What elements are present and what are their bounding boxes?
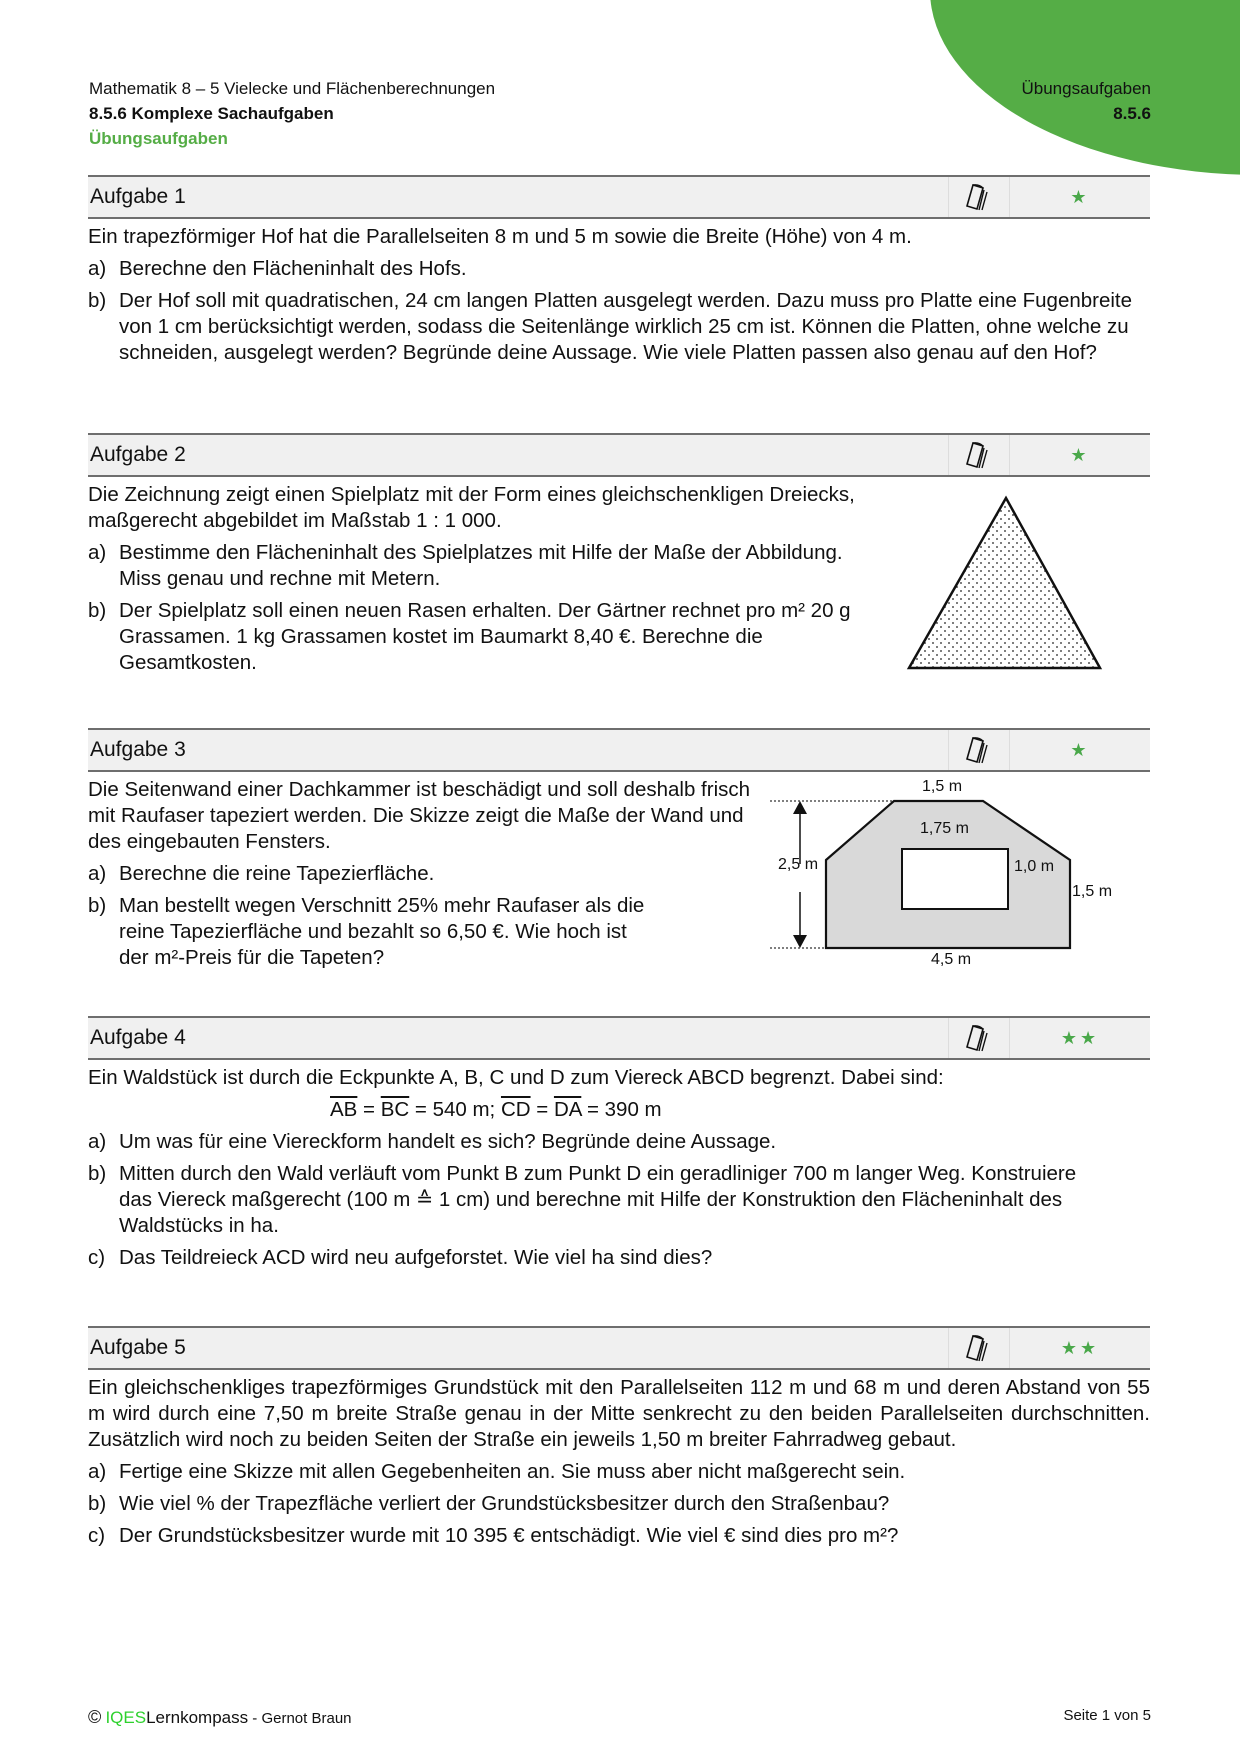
book-icon <box>948 1328 1010 1368</box>
label-bottom: 4,5 m <box>931 951 972 968</box>
header-right-code: 8.5.6 <box>1113 104 1151 123</box>
difficulty-stars: ★ <box>1070 739 1090 760</box>
label-side: 1,5 m <box>1072 883 1113 900</box>
subtask-b: b) Wie viel % der Trapezfläche verliert der Grundstücksbesitzer durch den Straßenbau? <box>88 1492 890 1515</box>
subtask-b: b) Der Spielplatz soll einen neuen Rasen erhalten. Der Gärtner rechnet pro m² 20 g Grassamen. 1 kg Grassamen kostet im Baumarkt 8,40 €. Berechne die Gesamtkosten. <box>88 599 851 674</box>
label-top: 1,5 m <box>922 778 963 795</box>
author: - Gernot Braun <box>248 1710 352 1727</box>
task-header <box>88 175 1150 219</box>
book-icon <box>948 177 1010 217</box>
subtask-a: a) Berechne den Flächeninhalt des Hofs. <box>88 257 467 280</box>
task-intro: Ein gleichschenkliges trapezförmiges Grundstück mit den Parallelseiten 112 m und 68 m und deren Abstand von 55 m wird durch eine 7,50 m breite Straße genau in der Mitte senkrecht zu den beiden Parallelseiten durchschnitten. Zusätzlich wird noch zu beiden Seiten der Straße ein jeweils 1,50 m breiter Fahrradweg gebaut. <box>88 1376 1150 1451</box>
brand-lernkompass: Lernkompass <box>146 1708 249 1727</box>
task-header <box>88 1016 1150 1060</box>
formula: $\overline{AB} = \overline{BC} = 540$ m; $\overline{CD} = \overline{DA} = 390$ m <box>330 1098 662 1121</box>
footer-credit <box>88 1707 352 1728</box>
subtask-b: b) Der Hof soll mit quadratischen, 24 cm langen Platten ausgelegt werden. Dazu muss pro Platte eine Fugenbreite von 1 cm berücksichtigt werden, sodass die Seitenlänge wirklich 25 cm ist. Können die Platten, ohne welche zu schneiden, ausgelegt werden? Begründe deine Aussage. Wie viele Platten passen also genau auf den Hof? <box>88 289 1133 364</box>
subtask-a: a) Berechne die reine Tapezierfläche. <box>88 862 435 885</box>
book-icon <box>948 435 1010 475</box>
subtask-c: c) Das Teildreieck ACD wird neu aufgeforstet. Wie viel ha sind dies? <box>88 1246 713 1269</box>
header-right <box>1021 76 1151 126</box>
task-title: Aufgabe 1 <box>90 185 186 208</box>
label-window-width: 1,75 m <box>920 820 969 837</box>
subtask-b: b) Mitten durch den Wald verläuft vom Punkt B zum Punkt D ein geradliniger 700 m langer Weg. Konstruiere das Viereck maßgerecht (100 m ≙ 1 cm) und berechne mit Hilfe der Konstruktion den Flächeninhalt des Waldstücks in ha. <box>88 1162 1077 1237</box>
difficulty-stars: ★★ <box>1060 1337 1100 1358</box>
task-title: Aufgabe 3 <box>90 738 186 761</box>
task-title: Aufgabe 4 <box>90 1026 186 1049</box>
book-icon <box>948 1018 1010 1058</box>
page-number: Seite 1 von 5 <box>1063 1707 1151 1724</box>
subtask-a: a) Fertige eine Skizze mit allen Gegebenheiten an. Sie muss aber nicht maßgerecht sein. <box>88 1460 906 1483</box>
copyright-icon: © <box>88 1707 102 1727</box>
task-intro: Ein trapezförmiger Hof hat die Parallelseiten 8 m und 5 m sowie die Breite (Höhe) von 4 m. <box>88 225 912 248</box>
label-height: 2,5 m <box>778 856 819 873</box>
task-header <box>88 433 1150 477</box>
subtask-a: a) Um was für eine Viereckform handelt es sich? Begründe deine Aussage. <box>88 1130 777 1153</box>
task-header <box>88 1326 1150 1370</box>
worksheet-type: Übungsaufgaben <box>89 129 228 148</box>
task-1 <box>88 175 1150 366</box>
section-title: 8.5.6 Komplexe Sachaufgaben <box>89 104 334 123</box>
subtask-a: a) Bestimme den Flächeninhalt des Spielplatzes mit Hilfe der Maße der Abbildung. Miss genau und rechne mit Metern. <box>88 541 843 590</box>
task-header <box>88 728 1150 772</box>
task-4 <box>88 1016 1150 1271</box>
book-icon <box>948 730 1010 770</box>
task-5 <box>88 1326 1150 1549</box>
brand-iqes: IQES <box>105 1708 147 1727</box>
task-intro: Ein Waldstück ist durch die Eckpunkte A, B, C und D zum Viereck ABCD begrenzt. Dabei sind: <box>88 1066 944 1089</box>
task-2 <box>88 433 1150 676</box>
triangle-figure <box>903 493 1123 683</box>
wall-figure <box>760 772 1160 968</box>
label-window-height: 1,0 m <box>1014 858 1055 875</box>
difficulty-stars: ★★ <box>1060 1027 1100 1048</box>
difficulty-stars: ★ <box>1070 444 1090 465</box>
subtask-b: b) Man bestellt wegen Verschnitt 25% mehr Raufaser als die reine Tapezierfläche und bezahlt so 6,50 €. Wie hoch ist der m²-Preis für die Tapeten? <box>88 894 645 969</box>
subject-line: Mathematik 8 – 5 Vielecke und Flächenberechnungen <box>89 79 496 98</box>
task-title: Aufgabe 5 <box>90 1336 186 1359</box>
difficulty-stars: ★ <box>1070 186 1090 207</box>
task-title: Aufgabe 2 <box>90 443 186 466</box>
task-intro: Die Seitenwand einer Dachkammer ist beschädigt und soll deshalb frisch mit Raufaser tapeziert werden. Die Skizze zeigt die Maße der Wand und des eingebauten Fensters. <box>88 778 751 853</box>
task-intro: Die Zeichnung zeigt einen Spielplatz mit der Form eines gleichschenkligen Dreiecks, maßgerecht abgebildet im Maßstab 1 : 1 000. <box>88 483 855 532</box>
header-right-label: Übungsaufgaben <box>1021 79 1151 98</box>
subtask-c: c) Der Grundstücksbesitzer wurde mit 10 395 € entschädigt. Wie viel € sind dies pro m²? <box>88 1524 899 1547</box>
header-left <box>89 76 495 151</box>
task-3 <box>88 728 1150 971</box>
